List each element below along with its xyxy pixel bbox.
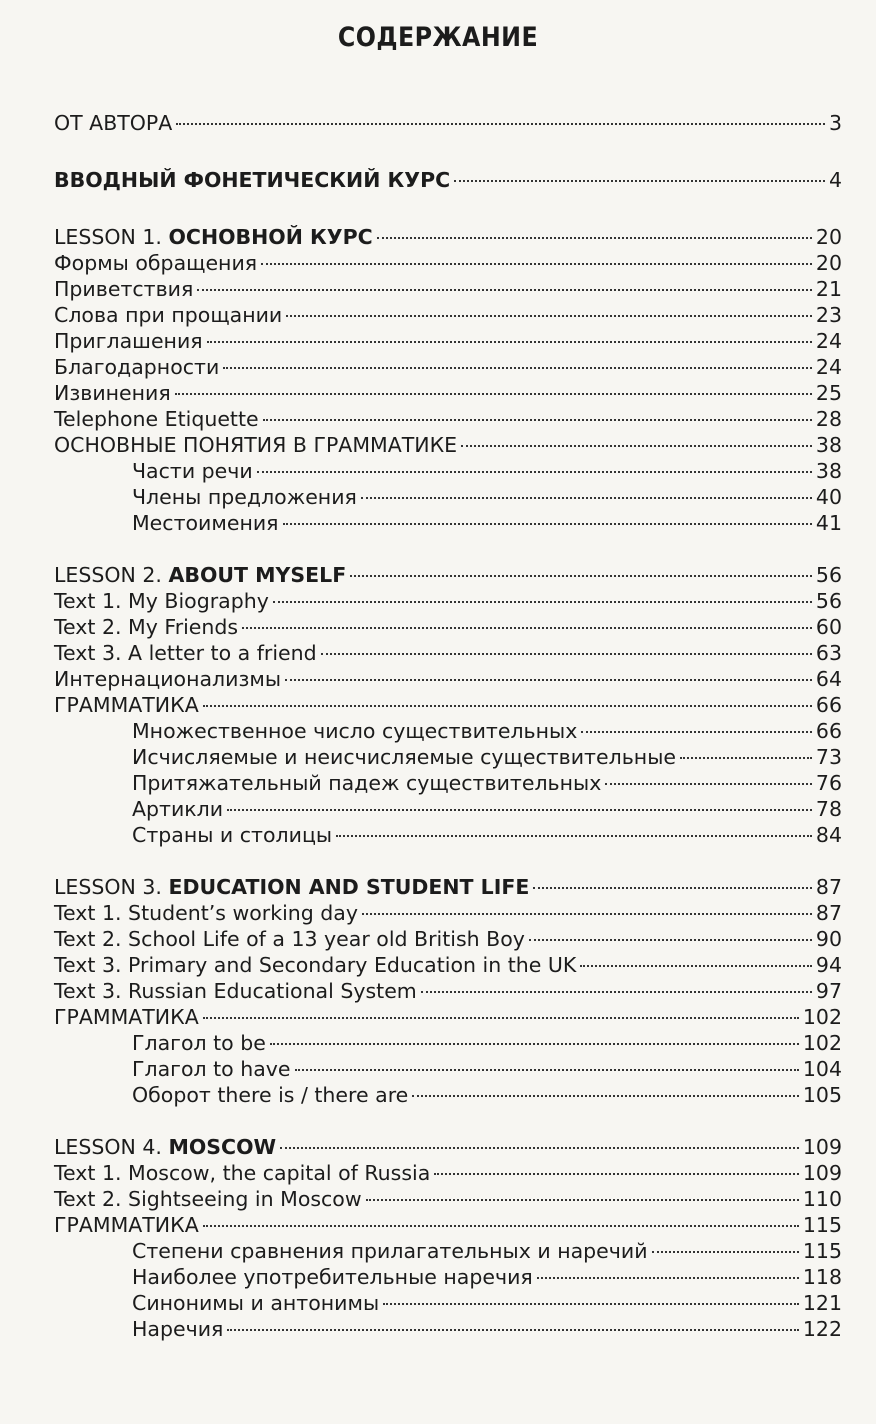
toc-entry-text: LESSON 4. xyxy=(54,1135,169,1159)
dot-leader xyxy=(461,445,812,447)
page-number: 105 xyxy=(802,1083,842,1107)
toc-entry[interactable] xyxy=(54,1160,842,1186)
toc-entry-text: Наречия xyxy=(132,1317,224,1341)
toc-entry-title xyxy=(54,562,346,588)
toc-entry-text: Благодарности xyxy=(54,355,220,379)
page-number: 23 xyxy=(815,303,842,327)
page-number: 73 xyxy=(815,745,842,769)
dot-leader xyxy=(261,263,812,265)
toc-entry-title xyxy=(132,770,601,796)
dot-leader xyxy=(242,627,812,629)
toc-entry-text: Text 1. Student’s working day xyxy=(54,901,358,925)
page-number: 24 xyxy=(815,329,842,353)
toc-entry-text: Члены предложения xyxy=(132,485,357,509)
toc-entry-title xyxy=(54,1160,430,1186)
toc-entry-text: Оборот there is / there are xyxy=(132,1083,409,1107)
toc-entry-title xyxy=(132,1056,291,1082)
toc-section xyxy=(54,224,842,536)
toc-entry[interactable] xyxy=(54,1186,842,1212)
toc-entry-text: Артикли xyxy=(132,797,224,821)
page-number: 56 xyxy=(815,589,842,613)
toc-entry-text: Приветствия xyxy=(54,277,194,301)
dot-leader xyxy=(581,731,812,733)
page-number: 20 xyxy=(815,225,842,249)
page-number: 84 xyxy=(815,823,842,847)
toc-entry-title xyxy=(54,874,529,900)
toc-entry[interactable] xyxy=(54,380,842,406)
toc-entry-bold-text: ВВОДНЫЙ ФОНЕТИЧЕСКИЙ КУРС xyxy=(54,168,451,192)
toc-entry-title xyxy=(132,1316,223,1342)
page-number: 28 xyxy=(815,407,842,431)
page-number: 115 xyxy=(802,1213,842,1237)
dot-leader xyxy=(295,1069,799,1071)
page-number: 122 xyxy=(802,1317,842,1341)
toc-section xyxy=(54,562,842,848)
dot-leader xyxy=(421,991,812,993)
toc-entry-title xyxy=(54,406,259,432)
toc-entry[interactable] xyxy=(54,302,842,328)
toc-entry[interactable] xyxy=(54,666,842,692)
toc-entry-title xyxy=(54,900,358,926)
toc-entry-title xyxy=(54,1004,199,1030)
toc-entry-text: ГРАММАТИКА xyxy=(54,693,199,717)
toc-entry-title xyxy=(132,484,357,510)
toc-entry-title xyxy=(132,1290,379,1316)
page-number: 90 xyxy=(815,927,842,951)
toc-entry-text: ОСНОВНЫЕ ПОНЯТИЯ В ГРАММАТИКЕ xyxy=(54,433,458,457)
toc-entry-text: Слова при прощании xyxy=(54,303,283,327)
dot-leader xyxy=(336,835,812,837)
dot-leader xyxy=(176,123,825,125)
dot-leader xyxy=(454,180,825,182)
page-number: 20 xyxy=(815,251,842,275)
page-number: 24 xyxy=(815,355,842,379)
toc-entry-text: Text 2. My Friends xyxy=(54,615,239,639)
toc-entry-text: Местоимения xyxy=(132,511,279,535)
toc-entry-text: Извинения xyxy=(54,381,171,405)
dot-leader xyxy=(286,315,812,317)
toc-entry-text: Синонимы и антонимы xyxy=(132,1291,380,1315)
toc-entry[interactable] xyxy=(54,1290,842,1316)
toc-entry[interactable] xyxy=(54,224,842,250)
page-number: 64 xyxy=(815,667,842,691)
toc-entry-text: Глагол to be xyxy=(132,1031,266,1055)
toc-entry[interactable] xyxy=(54,354,842,380)
dot-leader xyxy=(537,1277,799,1279)
page-number: 110 xyxy=(802,1187,842,1211)
page-number: 121 xyxy=(802,1291,842,1315)
toc-entry-title xyxy=(54,328,203,354)
section-spacer xyxy=(54,193,842,224)
page-number: 63 xyxy=(815,641,842,665)
toc-entry[interactable] xyxy=(54,562,842,588)
dot-leader xyxy=(270,1043,799,1045)
toc-entry-text: Text 1. My Biography xyxy=(54,589,269,613)
toc-entry-text: Степени сравнения прилагательных и наречий xyxy=(132,1239,648,1263)
dot-leader xyxy=(366,1199,799,1201)
dot-leader xyxy=(533,887,812,889)
dot-leader xyxy=(203,1225,799,1227)
toc-entry[interactable] xyxy=(54,110,842,136)
toc-entry-title xyxy=(54,926,525,952)
toc-entry[interactable] xyxy=(54,822,842,848)
toc-entry-text: Приглашения xyxy=(54,329,203,353)
dot-leader xyxy=(227,809,812,811)
page-number: 3 xyxy=(828,111,842,135)
dot-leader xyxy=(263,419,812,421)
toc-entry[interactable] xyxy=(54,432,842,458)
dot-leader xyxy=(175,393,812,395)
toc-entry-text: Формы обращения xyxy=(54,251,258,275)
toc-entry-bold-text: ОСНОВНОЙ КУРС xyxy=(168,225,373,249)
page-number: 102 xyxy=(802,1031,842,1055)
toc-entry-title xyxy=(54,1134,276,1160)
toc-entry-title xyxy=(54,952,576,978)
toc-entry[interactable] xyxy=(54,588,842,614)
toc-entry[interactable] xyxy=(54,1238,842,1264)
toc-entry-text: Text 2. Sightseeing in Moscow xyxy=(54,1187,362,1211)
toc-entry-text: Наиболее употребительные наречия xyxy=(132,1265,533,1289)
toc-entry-title xyxy=(54,224,373,250)
toc-entry[interactable] xyxy=(54,167,842,193)
toc-entry-text: Text 3. A letter to a friend xyxy=(54,641,317,665)
toc-section xyxy=(54,874,842,1108)
page-number: 87 xyxy=(815,875,842,899)
dot-leader xyxy=(652,1251,799,1253)
toc-entry-text: ГРАММАТИКА xyxy=(54,1213,199,1237)
dot-leader xyxy=(257,471,812,473)
toc-entry[interactable] xyxy=(54,1030,842,1056)
toc-entry-text: ОТ АВТОРА xyxy=(54,111,173,135)
toc-entry-title xyxy=(54,1186,362,1212)
page-number: 40 xyxy=(815,485,842,509)
page-number: 115 xyxy=(802,1239,842,1263)
dot-leader xyxy=(207,341,812,343)
page-number: 66 xyxy=(815,719,842,743)
toc-entry[interactable] xyxy=(54,874,842,900)
toc-entry-title xyxy=(54,110,172,136)
toc-entry[interactable] xyxy=(54,952,842,978)
toc-entry[interactable] xyxy=(54,1264,842,1290)
toc-entry[interactable] xyxy=(54,276,842,302)
toc-entry-text: Text 3. Primary and Secondary Education in the UK xyxy=(54,953,577,977)
toc-entry-title xyxy=(132,1030,266,1056)
toc-entry-title xyxy=(54,588,269,614)
page-number: 56 xyxy=(815,563,842,587)
section-spacer xyxy=(54,848,842,874)
page-number: 118 xyxy=(802,1265,842,1289)
page-number: 97 xyxy=(815,979,842,1003)
toc-section xyxy=(54,110,842,136)
toc-entry[interactable] xyxy=(54,926,842,952)
toc-entry[interactable] xyxy=(54,1316,842,1342)
dot-leader xyxy=(280,1147,799,1149)
dot-leader xyxy=(197,289,812,291)
page-number: 4 xyxy=(828,168,842,192)
toc-entry[interactable] xyxy=(54,718,842,744)
toc-entry-title xyxy=(54,432,457,458)
toc-entry-title xyxy=(54,978,417,1004)
toc-entry-title xyxy=(132,510,279,536)
toc-entry-title xyxy=(54,640,317,666)
dot-leader xyxy=(383,1303,799,1305)
section-spacer xyxy=(54,536,842,562)
toc-entry-text: LESSON 3. xyxy=(54,875,169,899)
toc-entry-title xyxy=(132,718,577,744)
toc-entry-bold-text: ABOUT MYSELF xyxy=(168,563,347,587)
toc-entry[interactable] xyxy=(54,796,842,822)
toc-entry-text: Притяжательный падеж существительных xyxy=(132,771,602,795)
toc-entry[interactable] xyxy=(54,458,842,484)
toc-entry[interactable] xyxy=(54,406,842,432)
page-number: 25 xyxy=(815,381,842,405)
toc-entry-title xyxy=(132,822,332,848)
page-number: 87 xyxy=(815,901,842,925)
dot-leader xyxy=(350,575,812,577)
toc-entry[interactable] xyxy=(54,640,842,666)
toc-entry[interactable] xyxy=(54,510,842,536)
toc-section xyxy=(54,1134,842,1342)
toc-entry-title xyxy=(54,276,193,302)
toc-entry-bold-text: MOSCOW xyxy=(168,1135,277,1159)
toc-entry[interactable] xyxy=(54,744,842,770)
toc-entry-text: ГРАММАТИКА xyxy=(54,1005,199,1029)
toc-entry-title xyxy=(54,250,257,276)
page-number: 78 xyxy=(815,797,842,821)
dot-leader xyxy=(285,679,812,681)
toc-entry-title xyxy=(132,744,676,770)
page-number: 102 xyxy=(802,1005,842,1029)
toc-entry-title xyxy=(54,302,282,328)
toc-entry-title xyxy=(54,1212,199,1238)
toc-entry[interactable] xyxy=(54,614,842,640)
page-number: 104 xyxy=(802,1057,842,1081)
toc-entry[interactable] xyxy=(54,900,842,926)
section-spacer xyxy=(54,136,842,167)
dot-leader xyxy=(377,237,812,239)
toc-entry[interactable] xyxy=(54,1134,842,1160)
page-title: СОДЕРЖАНИЕ xyxy=(337,22,539,53)
toc-entry-text: LESSON 2. xyxy=(54,563,169,587)
page-number: 76 xyxy=(815,771,842,795)
toc-entry-title xyxy=(54,692,199,718)
toc-entry-title xyxy=(132,458,253,484)
page-number: 66 xyxy=(815,693,842,717)
toc-entry-title xyxy=(132,796,223,822)
toc-entry[interactable] xyxy=(54,978,842,1004)
page-number: 21 xyxy=(815,277,842,301)
dot-leader xyxy=(580,965,812,967)
toc-entry[interactable] xyxy=(54,250,842,276)
dot-leader xyxy=(434,1173,799,1175)
toc-entry-title xyxy=(54,614,238,640)
dot-leader xyxy=(361,497,812,499)
dot-leader xyxy=(605,783,812,785)
page-number: 109 xyxy=(802,1135,842,1159)
toc-entry-title xyxy=(54,167,450,193)
toc-entry[interactable] xyxy=(54,484,842,510)
toc-entry[interactable] xyxy=(54,1212,842,1238)
toc-entry-text: Исчисляемые и неисчисляемые существительные xyxy=(132,745,677,769)
page-number: 38 xyxy=(815,433,842,457)
toc-entry-text: Text 1. Moscow, the capital of Russia xyxy=(54,1161,431,1185)
dot-leader xyxy=(529,939,812,941)
page-number: 109 xyxy=(802,1161,842,1185)
toc-entry-text: Страны и столицы xyxy=(132,823,333,847)
dot-leader xyxy=(203,1017,799,1019)
page-number: 94 xyxy=(815,953,842,977)
toc-entry[interactable] xyxy=(54,692,842,718)
toc-entry-text: Интернационализмы xyxy=(54,667,282,691)
toc-entry-text: Множественное число существительных xyxy=(132,719,578,743)
section-spacer xyxy=(54,1108,842,1134)
toc-entry-text: Text 3. Russian Educational System xyxy=(54,979,417,1003)
table-of-contents xyxy=(54,110,842,1342)
toc-entry-title xyxy=(132,1082,408,1108)
toc-entry-title xyxy=(132,1238,648,1264)
dot-leader xyxy=(362,913,812,915)
page-number: 41 xyxy=(815,511,842,535)
toc-entry-title xyxy=(54,666,281,692)
toc-entry[interactable] xyxy=(54,328,842,354)
toc-entry-text: Text 2. School Life of a 13 year old British Boy xyxy=(54,927,525,951)
toc-entry[interactable] xyxy=(54,1056,842,1082)
dot-leader xyxy=(273,601,812,603)
dot-leader xyxy=(227,1329,798,1331)
dot-leader xyxy=(283,523,812,525)
toc-entry[interactable] xyxy=(54,770,842,796)
dot-leader xyxy=(321,653,812,655)
dot-leader xyxy=(680,757,812,759)
toc-entry-bold-text: EDUCATION AND STUDENT LIFE xyxy=(168,875,530,899)
toc-entry-title xyxy=(132,1264,533,1290)
page-number: 60 xyxy=(815,615,842,639)
toc-entry[interactable] xyxy=(54,1004,842,1030)
page-number: 38 xyxy=(815,459,842,483)
dot-leader xyxy=(412,1095,799,1097)
toc-entry-title xyxy=(54,354,219,380)
dot-leader xyxy=(203,705,812,707)
dot-leader xyxy=(223,367,812,369)
toc-entry[interactable] xyxy=(54,1082,842,1108)
toc-entry-title xyxy=(54,380,171,406)
toc-entry-text: Telephone Etiquette xyxy=(54,407,259,431)
toc-section xyxy=(54,167,842,193)
toc-entry-text: Глагол to have xyxy=(132,1057,291,1081)
toc-entry-text: LESSON 1. xyxy=(54,225,169,249)
toc-entry-text: Части речи xyxy=(132,459,253,483)
